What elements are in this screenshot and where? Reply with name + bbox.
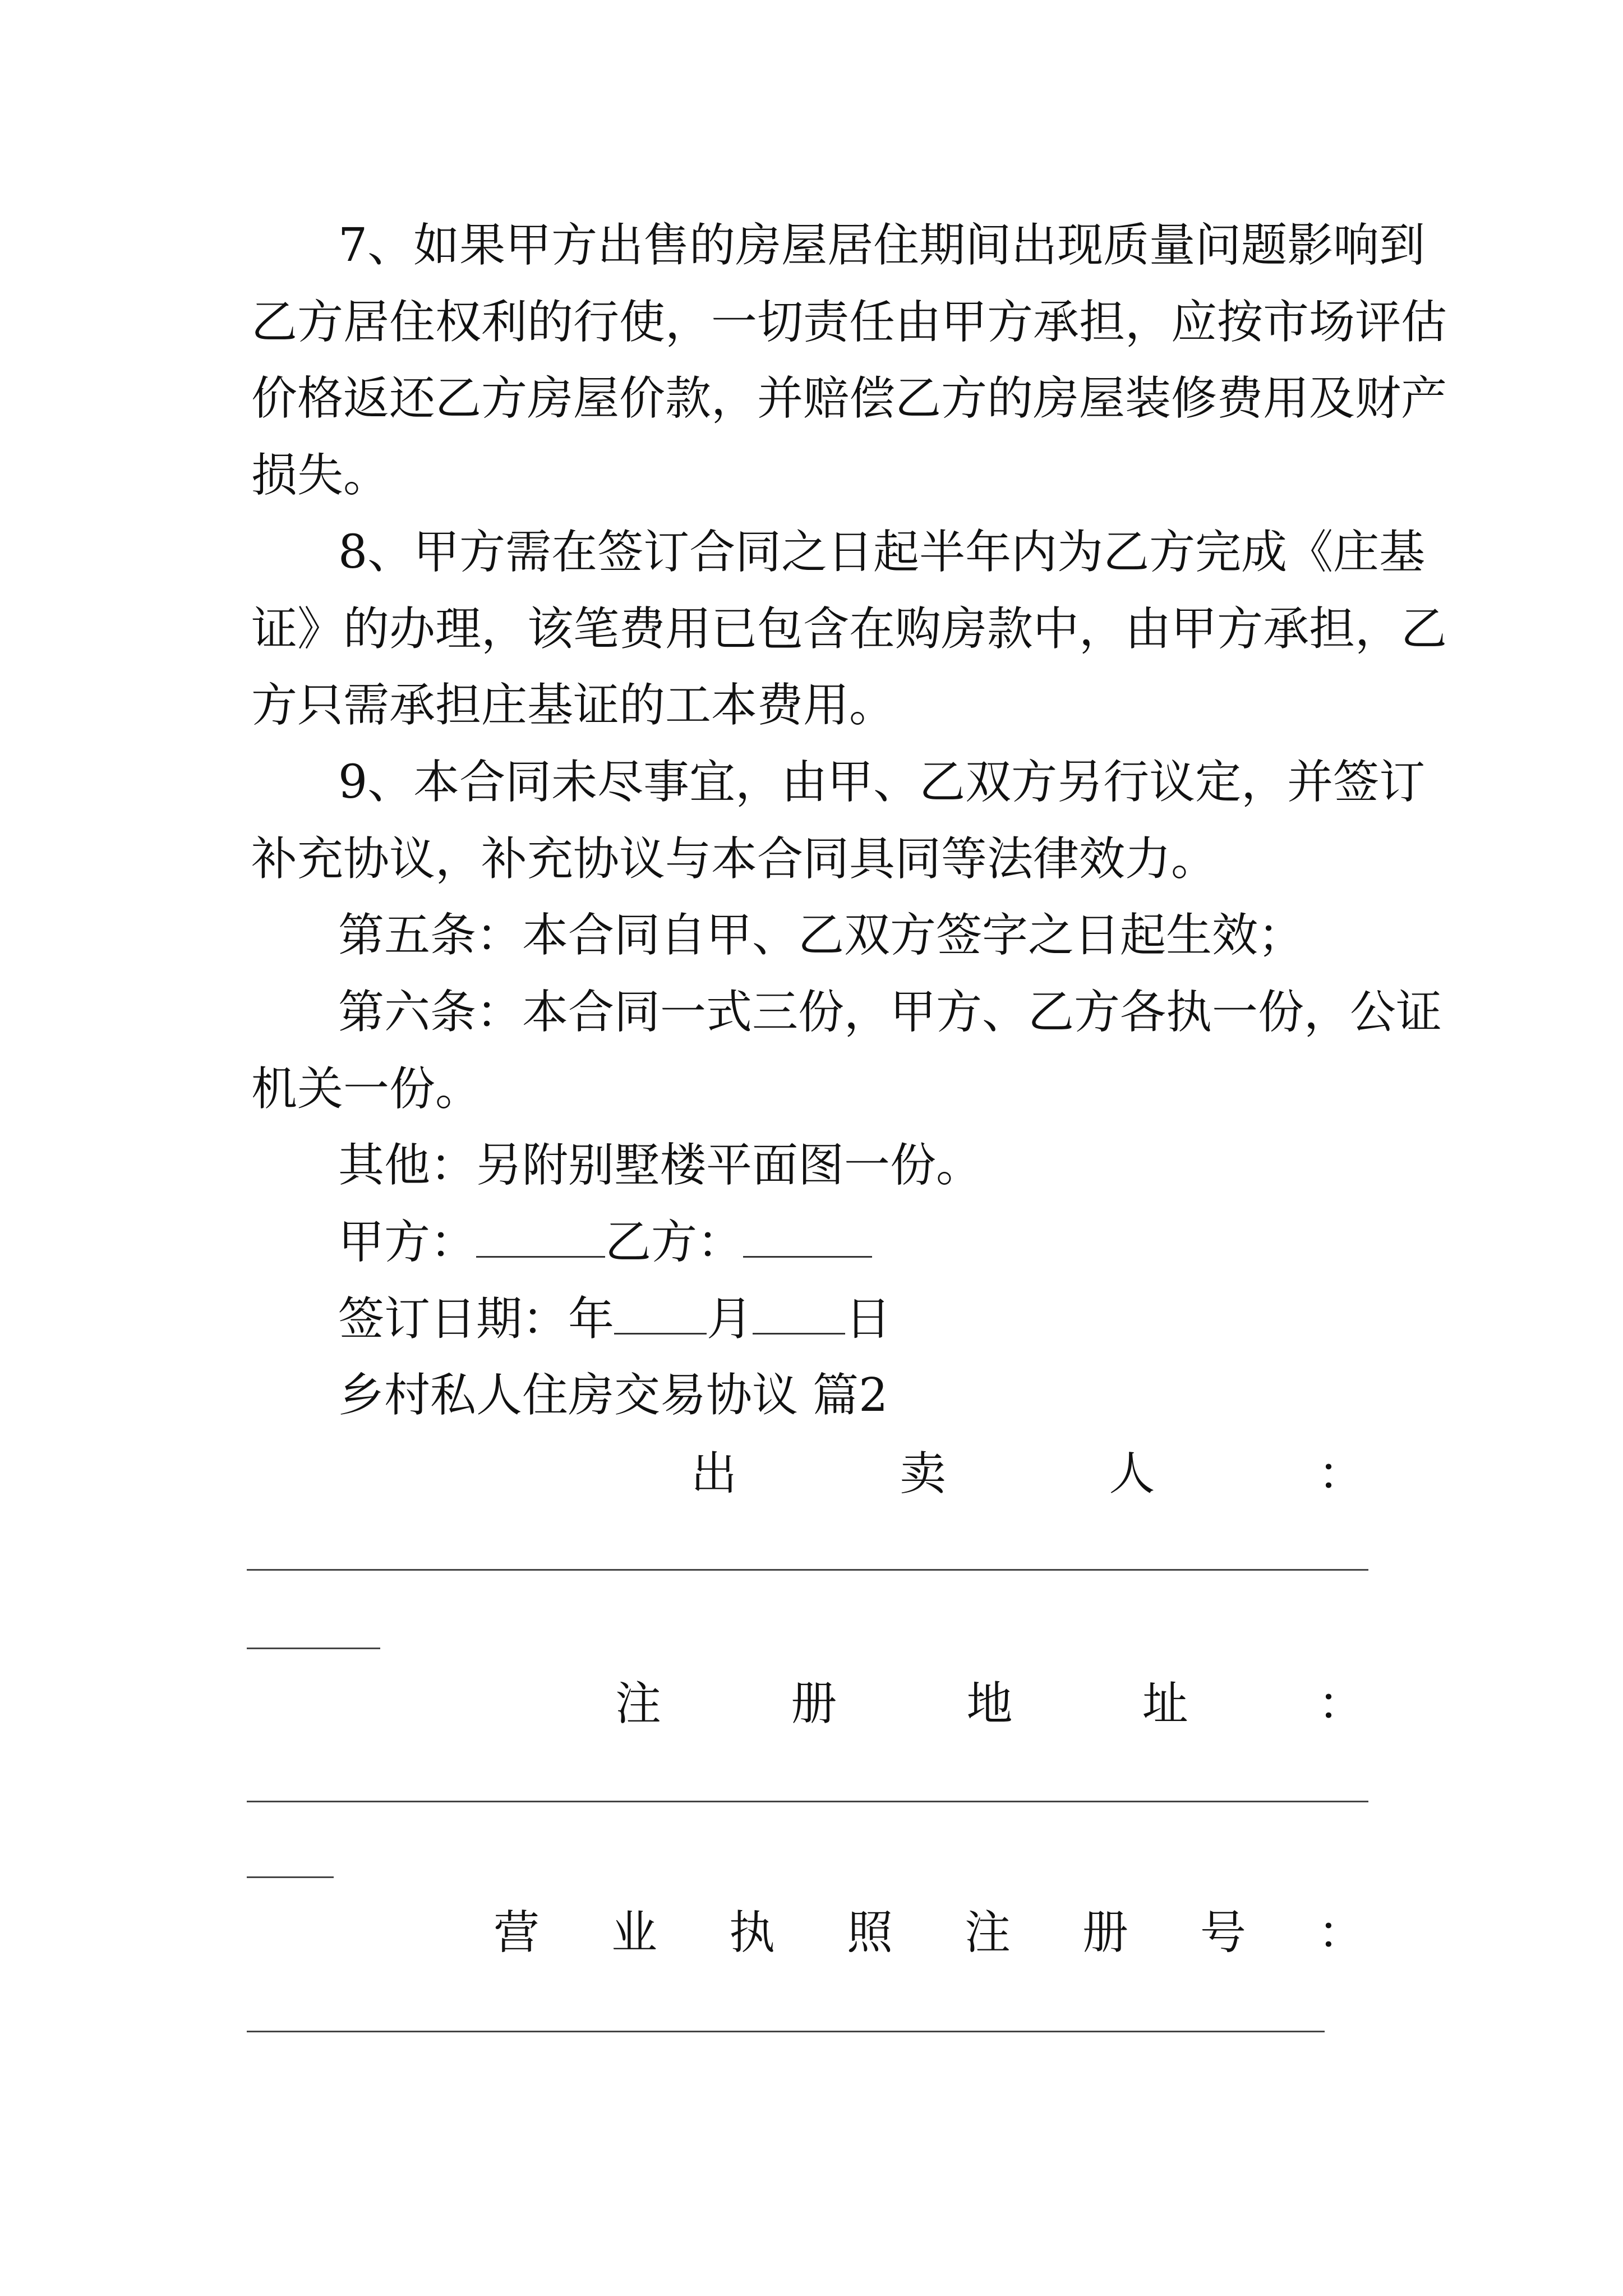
seller-colon: ： [1317, 1447, 1364, 1501]
license-char: 照 [846, 1906, 893, 1959]
clause-9-line-1: 9、本合同未尽事宜，由甲、乙双方另行议定，并签订 [338, 756, 1426, 809]
address-char: 注 [615, 1677, 662, 1731]
seller-char: 出 [691, 1447, 737, 1501]
seller-field-line-cont[interactable] [247, 1648, 380, 1649]
clause-8-line-3: 方只需承担庄基证的工本费用。 [251, 679, 896, 732]
signing-date-line [338, 1292, 1477, 1346]
article-6-line-2: 机关一份。 [251, 1062, 482, 1116]
year-label: 年 [568, 1292, 615, 1346]
license-field-line[interactable] [247, 2031, 1325, 2032]
seller-char: 人 [1109, 1447, 1155, 1501]
signing-date-label: 签订日期： [338, 1292, 569, 1346]
clause-7-line-1: 7、如果甲方出售的房屋居住期间出现质量问题影响到 [338, 219, 1426, 272]
section-2-title: 乡村私人住房交易协议 篇2 [338, 1369, 888, 1422]
clause-7-line-2: 乙方居住权利的行使，一切责任由甲方承担，应按市场评估 [251, 296, 1447, 349]
clause-8-line-1: 8、甲方需在签订合同之日起半年内为乙方完成《庄基 [338, 526, 1426, 579]
address-char: 册 [791, 1677, 837, 1731]
license-char: 册 [1082, 1906, 1128, 1959]
license-char: 注 [964, 1906, 1011, 1959]
article-5: 第五条：本合同自甲、乙双方签字之日起生效； [338, 909, 1304, 962]
address-field-line-cont[interactable] [247, 1876, 334, 1878]
seller-field-line[interactable] [247, 1569, 1368, 1571]
signature-line [338, 1216, 1477, 1269]
address-char: 地 [966, 1677, 1013, 1731]
license-char: 号 [1200, 1906, 1246, 1959]
clause-8-line-2: 证》的办理，该笔费用已包含在购房款中，由甲方承担，乙 [251, 602, 1447, 656]
month-blank[interactable] [614, 1292, 707, 1335]
article-6-line-1: 第六条：本合同一式三份，甲方、乙方各执一份，公证 [338, 986, 1442, 1039]
party-b-label: 乙方： [605, 1216, 744, 1269]
party-a-blank[interactable] [476, 1216, 605, 1258]
clause-7-line-3: 价格返还乙方房屋价款，并赔偿乙方的房屋装修费用及财产 [251, 372, 1447, 425]
license-label [494, 1906, 1364, 1960]
license-char: 执 [728, 1906, 775, 1959]
license-colon: ： [1317, 1906, 1364, 1959]
address-label [615, 1677, 1364, 1731]
clause-7-line-4: 损失。 [251, 449, 390, 502]
seller-label [691, 1447, 1364, 1501]
license-char: 业 [611, 1906, 657, 1959]
address-colon: ： [1317, 1677, 1364, 1731]
party-a-label: 甲方： [338, 1216, 477, 1269]
clause-9-line-2: 补充协议，补充协议与本合同具同等法律效力。 [251, 832, 1218, 886]
address-char: 址 [1142, 1677, 1188, 1731]
other-attachment: 其他：另附别墅楼平面图一份。 [338, 1139, 983, 1192]
day-label: 日 [845, 1292, 892, 1346]
address-field-line[interactable] [247, 1801, 1368, 1802]
month-label: 月 [707, 1292, 753, 1346]
party-b-blank[interactable] [743, 1216, 872, 1258]
seller-char: 卖 [900, 1447, 946, 1501]
day-blank[interactable] [753, 1292, 845, 1335]
license-char: 营 [494, 1906, 540, 1959]
